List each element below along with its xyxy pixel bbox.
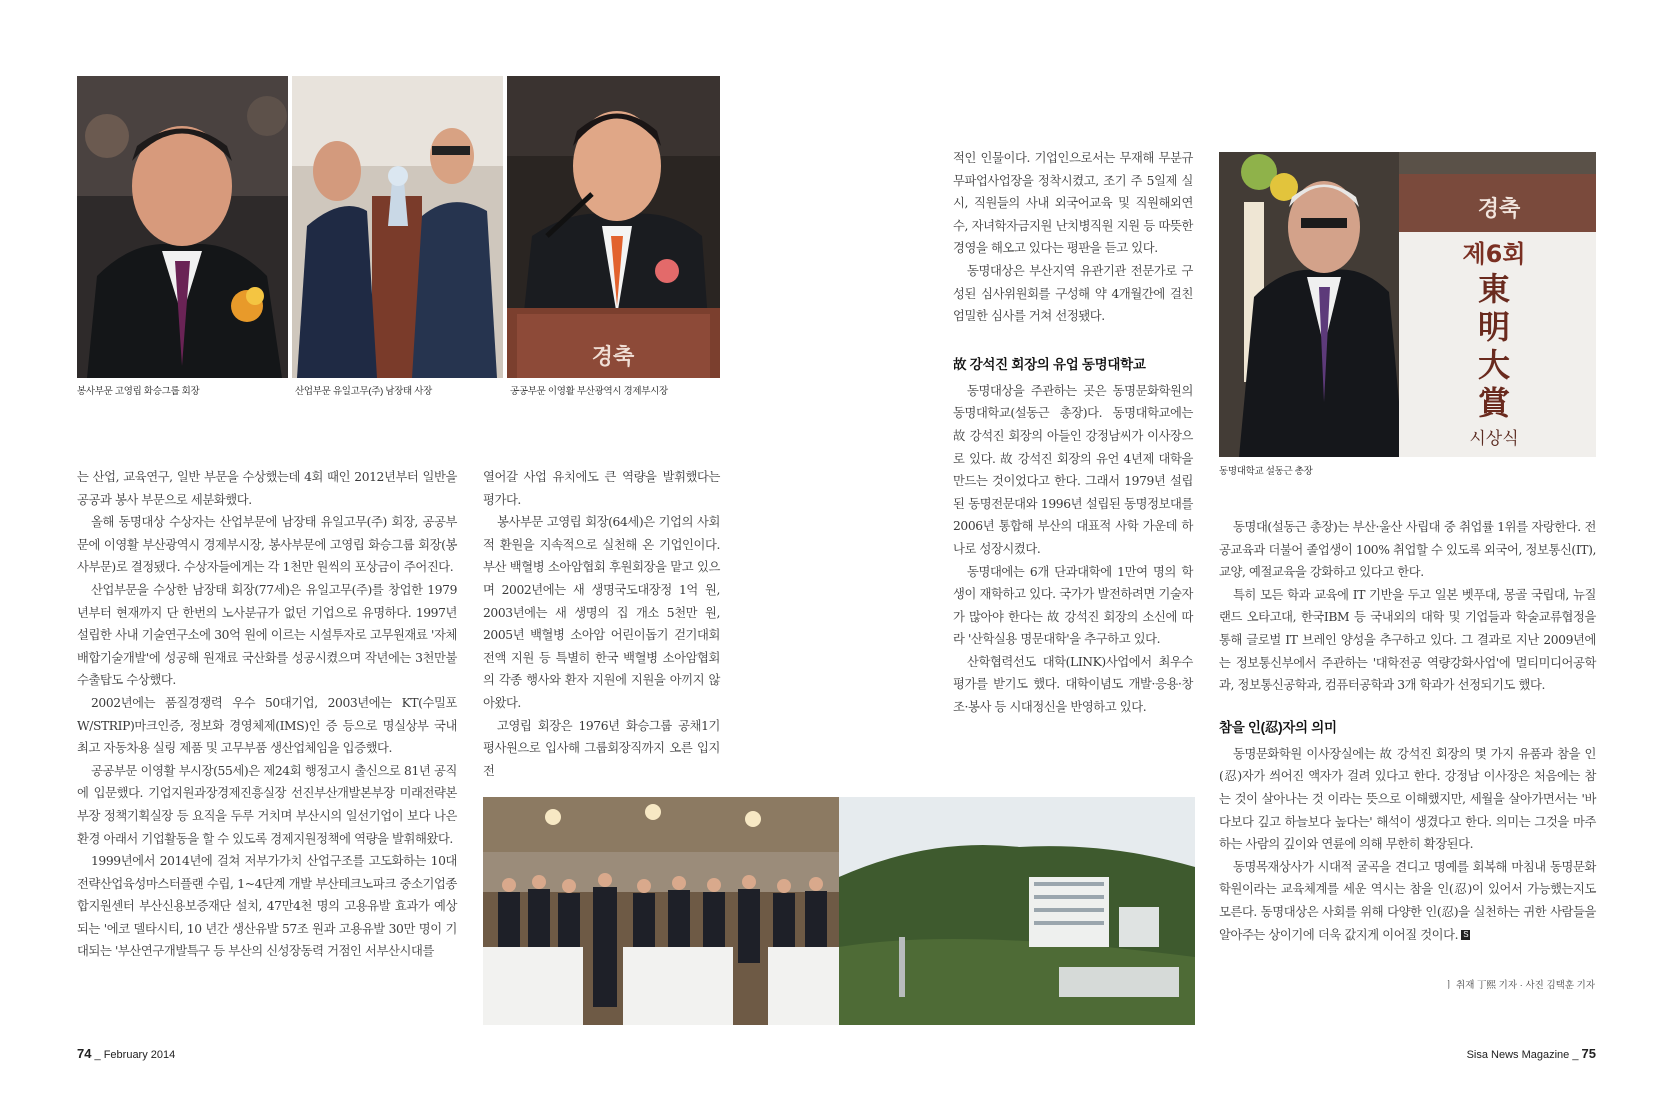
paragraph: 동명대(설동근 총장)는 부산·울산 사립대 중 취업률 1위를 자랑한다. 전공교육과 더불어 졸업생이 100% 취업할 수 있도록 외국어, 정보통신(IT), 교양, 예절교육을 강화하고 있다고 한다. bbox=[1219, 520, 1596, 580]
paragraph: 적인 인물이다. 기업인으로서는 무재해 무분규무파업사업장을 정착시켰고, 조기 주 5일제 실시, 직원들의 사내 외국어교육 및 직원해외연수, 자녀학자금지원 난치병직원 지원 등 따뜻한 경영을 해오고 있다는 평판을 듣고 있다. bbox=[953, 151, 1193, 256]
left-page-column-1 bbox=[77, 466, 457, 963]
podium-banner-text: 경축 bbox=[591, 345, 635, 370]
folio-right bbox=[1467, 1046, 1596, 1061]
paragraph: 2002년에는 품질경쟁력 우수 50대기업, 2003년에는 KT(수밀포W/STRIP)마크인증, 정보화 경영체제(IMS)인 증 등으로 명실상부 국내 최고 자동차용 실링 제품 및 고무부품 생산업체임을 입증했다. bbox=[77, 695, 457, 756]
paragraph: 올해 동명대상 수상자는 산업부문에 남장태 유일고무(주) 회장, 공공부문에 이영활 부산광역시 경제부시장, 봉사부문에 고영립 화승그룹 회장(봉사부문)로 결정됐다. 수상자들에게는 각 1천만 원씩의 포상금이 주어진다. bbox=[77, 515, 457, 575]
paragraph bbox=[1219, 743, 1596, 856]
byline: ㅣ 취재 丁熙 기자 · 사진 김택훈 기자 bbox=[1444, 980, 1595, 991]
paragraph: 공공부문 이영활 부시장(55세)은 제24회 행정고시 출신으로 81년 공직에 입문했다. 기업지원과장경제진흥실장 선진부산개발본부장 미래전략본부장 정책기획실장 등 요직을 두루 거치며 부산시의 일선기업이 보다 나은 환경 아래서 기업활동을 할 수 있도록 경제지원정책에 역량을 발휘해왔다. bbox=[77, 763, 457, 846]
sign-char: 大 bbox=[1477, 346, 1511, 384]
paragraph: 1999년에서 2014년에 걸쳐 저부가가치 산업구조를 고도화하는 10대 전략산업육성마스터플랜 수립, 1~4단계 개발 부산테크노파크 중소기업종합지원센터 부산신용보증재단 설치, 47만4천 명의 고용유발 효과가 예상되는 '에코 델타시티, 10 년간 생산유발 57조 원과 고용유발 30만 명이 기대되는 '부산연구개발특구 등 부산의 신성장동력 거점인 서부산시대를 bbox=[77, 854, 457, 959]
photo-president-sul bbox=[1219, 152, 1596, 457]
paragraph: 고영립 회장은 1976년 화승그룹 공채1기 평사원으로 입사해 그룹회장직까지 오른 입지전 bbox=[483, 718, 720, 778]
paragraph: 특히 모든 학과 교육에 IT 기반을 두고 일본 벳푸대, 몽골 국립대, 뉴질랜드 오타고대, 한국IBM 등 국내외의 대학 및 기업들과 학술교류협정을 통해 글로벌 IT 브레인 양성을 추구하고 있다. 그 결과로 지난 2009년에는 정보통신부에서 주관하는 '대학전공 역량강화사업'에 멀티미디어공학과, 정보통신공학과, 컴퓨터공학과 3개 학과가 선정되기도 했다. bbox=[1219, 587, 1596, 693]
paragraph-text: 동명목재상사가 시대적 굴곡을 견디고 명예를 회복해 마침내 동명문화학원이라는 교육체계를 세운 역시는 참을 인(忍)이 있어서 가능했는지도 모른다. 동명대상은 사회를 위해 다양한 인(忍)을 실천하는 귀한 사람들을 알아주는 상이기에 더욱 값지게 이어질 것이다. bbox=[1219, 859, 1596, 942]
photo-campus-aerial bbox=[839, 797, 1195, 1025]
paragraph: 열어갈 사업 유치에도 큰 역량을 발휘했다는 평가다. bbox=[483, 470, 720, 507]
sign-edition-text: 제6회 bbox=[1462, 240, 1526, 268]
sign-top-text: 경축 bbox=[1477, 197, 1521, 222]
sign-char: 東 bbox=[1477, 270, 1511, 308]
folio-text: Sisa News Magazine _ bbox=[1466, 1049, 1579, 1061]
folio-left bbox=[77, 1046, 175, 1061]
paragraph: 동명대상을 주관하는 곳은 동명문화학원의 동명대학교(설동근 총장)다. 동명대학교에는 故 강석진 회장의 아들인 강정남씨가 이사장으로 있다. 故 강석진 회장의 유언 4년제 대학을 만드는 것이었다고 한다. 그래서 1979년 설립된 동명전문대와 1996년 설립된 동명정보대를 2006년 통합해 부산의 대표적 사학 가운데 하나로 성장시켰다. bbox=[953, 383, 1193, 556]
end-mark-icon: S bbox=[1461, 930, 1470, 940]
photo-speech-podium bbox=[507, 76, 720, 378]
photo-award-presentation bbox=[292, 76, 503, 378]
page-number: 75 bbox=[1581, 1046, 1596, 1061]
section-heading: 참을 인(忍)자의 의미 bbox=[1219, 719, 1337, 735]
sign-bottom-text: 시상식 bbox=[1469, 429, 1519, 449]
paragraph bbox=[1219, 856, 1596, 946]
photo-ceremony-hall bbox=[483, 797, 839, 1025]
paragraph: 동명대상은 부산지역 유관기관 전문가로 구성된 심사위원회를 구성해 약 4개월간에 걸친 엄밀한 심사를 거쳐 선정됐다. bbox=[953, 263, 1193, 324]
sign-char: 明 bbox=[1477, 308, 1511, 346]
paragraph: 동명대에는 6개 단과대학에 1만여 명의 학생이 재학하고 있다. 국가가 발전하려면 기술자가 많아야 한다는 故 강석진 회장의 소신에 따라 '산학실용 명문대학'을 추구하고 있다. bbox=[953, 564, 1193, 647]
paragraph: 는 산업, 교육연구, 일반 부문을 수상했는데 4회 때인 2012년부터 일반을 공공과 봉사 부문으로 세분화했다. bbox=[77, 470, 457, 507]
caption-photo4: 동명대학교 설동근 총장 bbox=[1219, 466, 1313, 477]
paragraph: 산업부문을 수상한 남장태 회장(77세)은 유일고무(주)를 창업한 1979년부터 현재까지 단 한번의 노사분규가 없던 기업으로 유명하다. 1997년 설립한 사내 기술연구소에 30억 원에 이르는 시설투자로 고무원재료 '자체배합기술개발'에 성공해 원재료 국산화를 성공시켰으며 작년에는 3천만불 수출탑도 수상했다. bbox=[77, 582, 457, 688]
paragraph: 봉사부문 고영립 회장(64세)은 기업의 사회적 환원을 지속적으로 실천해 온 기업인이다. 부산 백혈병 소아암협회 후원회장을 맡고 있으며 2002년에는 새 생명국도대장정 1억 원, 2003년에는 새 생명의 집 개소 5천만 원, 2005년 백혈병 소아암 어린이돕기 걷기대회 전액 지원 등 특별히 한국 백혈병 소아암협회의 각종 행사와 환자 지원에 지원을 아끼지 않아왔다. bbox=[483, 515, 720, 710]
page-number: 74 bbox=[77, 1046, 92, 1061]
sign-char: 賞 bbox=[1477, 384, 1511, 422]
paragraph-text: 동명문화학원 이사장실에는 故 강석진 회장의 몇 가지 유품과 참을 인(忍)자가 씌어진 액자가 걸려 있다고 한다. 강정남 이사장은 처음에는 참는 것이 살아나는 것 이라는 뜻으로 이해했지만, 세월을 살아가면서는 '바다보다 깊고 하늘보다 높다는' 해석이 생겼다고 한다. 의미는 그것을 마주하는 사람의 깊이와 연륜에 의해 무한히 확장된다. bbox=[1219, 746, 1596, 852]
caption-photo2: 산업부문 유일고무(주) 남장태 사장 bbox=[295, 386, 433, 397]
photo-honoree-industry-go bbox=[77, 76, 288, 378]
right-page-column-1 bbox=[953, 147, 1193, 719]
caption-photo1: 봉사부문 고영립 화승그룹 회장 bbox=[77, 386, 200, 397]
paragraph: 산학협력선도 대학(LINK)사업에서 최우수 평가를 받기도 했다. 대학이념도 개발·응용·창조·봉사 등 시대정신을 반영하고 있다. bbox=[953, 654, 1193, 715]
caption-photo3: 공공부문 이영활 부산광역시 경제부시장 bbox=[510, 386, 668, 397]
section-heading: 故 강석진 회장의 유업 동명대학교 bbox=[953, 356, 1146, 372]
right-page-column-2 bbox=[1219, 516, 1596, 946]
left-page-column-2 bbox=[483, 466, 720, 782]
folio-text: _ February 2014 bbox=[94, 1049, 176, 1061]
